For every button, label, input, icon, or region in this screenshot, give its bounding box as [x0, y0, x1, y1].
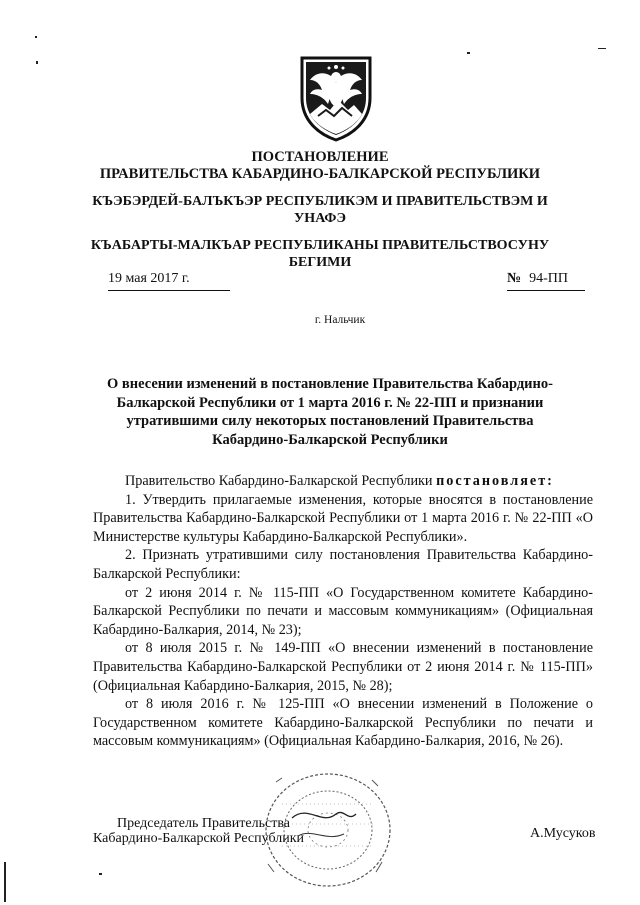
number-sign: № — [507, 271, 522, 286]
scan-artifact — [99, 873, 102, 875]
scan-artifact — [35, 36, 37, 38]
coat-of-arms-icon — [296, 50, 376, 142]
heading-line: КЪЭБЭРДЕЙ-БАЛЪКЪЭР РЕСПУБЛИКЭМ И ПРАВИТЕЛЬСТВЭМ И — [92, 194, 548, 209]
body-paragraph: 1. Утвердить прилагаемые изменения, которые вносятся в постановление Правительства Кабардино-Балкарской Республики от 1 марта 2016 г. № 22-ПП «О Министерстве культуры Кабардино-Балкарской Республики». — [93, 491, 593, 545]
title-line: О внесении изменений в постановление Правительства Кабардино- — [107, 376, 553, 392]
balkar-heading — [60, 237, 580, 271]
signatory-position-line2: Кабардино-Балкарской Республики — [93, 831, 304, 846]
number-field — [507, 271, 585, 291]
title-line: Кабардино-Балкарской Республики — [212, 431, 448, 448]
scan-artifact — [36, 61, 38, 64]
heading-line: ПОСТАНОВЛЕНИЕ — [251, 149, 389, 165]
heading-line: КЪАБАРТЫ-МАЛКЪАР РЕСПУБЛИКАНЫ ПРАВИТЕЛЬСТВОСУНУ — [90, 238, 550, 253]
scan-artifact — [467, 52, 470, 54]
document-date: 19 мая 2017 г. — [108, 271, 190, 286]
heading-line: УНАФЭ — [294, 211, 346, 226]
heading-line: ПРАВИТЕЛЬСТВА КАБАРДИНО-БАЛКАРСКОЙ РЕСПУБЛИКИ — [99, 166, 541, 182]
date-field — [108, 271, 230, 291]
intro-text: Правительство Кабардино-Балкарской Республики — [125, 473, 437, 489]
heading-line: БЕГИМИ — [288, 255, 352, 270]
scan-artifact — [4, 862, 6, 902]
document-number: 94-ПП — [529, 271, 568, 286]
body-paragraph: от 2 июня 2014 г. № 115-ПП «О Государственном комитете Кабардино-Балкарской Республики по печати и массовым коммуникациям» (Официальная Кабардино-Балкария, 2014, № 23); — [93, 584, 593, 638]
title-line: Балкарской Республики от 1 марта 2016 г. № 22-ПП и признании — [116, 394, 544, 411]
document-title — [100, 375, 560, 449]
kabardian-heading — [60, 193, 580, 227]
intro-decree-word: постановляет: — [436, 473, 554, 489]
body-paragraph: от 8 июля 2015 г. № 149-ПП «О внесении изменений в постановление Правительства Кабардино-Балкарской Республики от 2 июня 2014 г. № 115-ПП» (Официальная Кабардино-Балкария, 2015, № 28); — [93, 640, 593, 694]
document-body — [93, 472, 593, 751]
city-name: г. Нальчик — [314, 314, 366, 326]
body-paragraph: 2. Признать утратившими силу постановления Правительства Кабардино-Балкарской Республики: — [93, 547, 593, 582]
signatory-name: А.Мусуков — [530, 826, 596, 841]
resolution-heading — [60, 149, 580, 183]
body-intro — [93, 472, 593, 491]
signatory-position-line1: Председатель Правительства — [117, 816, 290, 831]
scan-artifact — [598, 48, 606, 49]
body-paragraph: от 8 июля 2016 г. № 125-ПП «О внесении изменений в Положение о Государственном комитете Кабардино-Балкарской Республики по печати и массовым коммуникациям» (Официальная Кабардино-Балкария, 2016, № 26). — [93, 696, 593, 750]
title-line: утратившими силу некоторых постановлений Правительства — [126, 413, 534, 429]
